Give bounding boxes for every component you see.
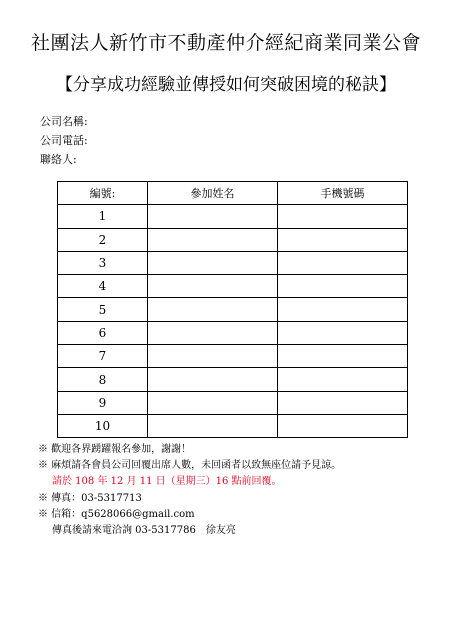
row-number: 1 [58, 205, 148, 228]
notes [38, 442, 341, 539]
contact-label: 聯絡人: [40, 153, 77, 166]
mobile-number-cell[interactable] [278, 345, 408, 368]
page-subtitle: 【分享成功經驗並傳授如何突破困境的秘訣】 [56, 75, 396, 95]
attendee-name-cell[interactable] [148, 251, 278, 274]
attendee-name-cell[interactable] [148, 275, 278, 298]
attendee-name-cell[interactable] [148, 391, 278, 414]
page-title: 社團法人新竹市不動產仲介經紀商業同業公會 [30, 32, 421, 54]
table-row [58, 205, 408, 228]
note-fax: ※ 傳真：03-5317713 [38, 492, 142, 504]
mobile-number-cell[interactable] [278, 321, 408, 344]
table-row [58, 368, 408, 391]
registration-table [57, 181, 408, 438]
table-row [58, 298, 408, 321]
row-number: 9 [58, 391, 148, 414]
attendee-name-cell[interactable] [148, 414, 278, 437]
mobile-number-cell[interactable] [278, 414, 408, 437]
row-number: 10 [58, 414, 148, 437]
mobile-number-cell[interactable] [278, 205, 408, 228]
row-number: 5 [58, 298, 148, 321]
table-row [58, 345, 408, 368]
mobile-number-cell[interactable] [278, 275, 408, 298]
mobile-number-cell[interactable] [278, 391, 408, 414]
table-row [58, 391, 408, 414]
mobile-number-cell[interactable] [278, 368, 408, 391]
row-number: 7 [58, 345, 148, 368]
row-number: 8 [58, 368, 148, 391]
table-row [58, 321, 408, 344]
table-row [58, 251, 408, 274]
note-welcome: ※ 歡迎各界踴躍報名參加，謝謝！ [38, 444, 192, 455]
note-contact-phone: 傳真後請來電洽詢 03-5317786 徐友亮 [52, 525, 236, 537]
note-email: ※ 信箱：q5628066@gmail.com [38, 508, 195, 520]
row-number: 6 [58, 321, 148, 344]
note-deadline: 請於 108 年 12 月 11 日（星期三）16 點前回覆。 [52, 476, 282, 488]
table-row [58, 275, 408, 298]
row-number: 3 [58, 251, 148, 274]
header-number: 編號: [58, 182, 148, 205]
note-reply-request: ※ 麻煩請各會員公司回覆出席人數，未回函者以致無座位請予見諒。 [38, 460, 342, 472]
mobile-number-cell[interactable] [278, 228, 408, 251]
attendee-name-cell[interactable] [148, 205, 278, 228]
header-mobile-number: 手機號碼 [278, 182, 408, 205]
row-number: 2 [58, 228, 148, 251]
company-name-label: 公司名稱: [40, 115, 88, 128]
attendee-name-cell[interactable] [148, 321, 278, 344]
table-header-row [58, 182, 408, 205]
header-attendee-name: 參加姓名 [148, 182, 278, 205]
attendee-name-cell[interactable] [148, 345, 278, 368]
attendee-name-cell[interactable] [148, 228, 278, 251]
row-number: 4 [58, 275, 148, 298]
mobile-number-cell[interactable] [278, 251, 408, 274]
mobile-number-cell[interactable] [278, 298, 408, 321]
company-phone-label: 公司電話: [40, 134, 88, 147]
table-row [58, 228, 408, 251]
attendee-name-cell[interactable] [148, 368, 278, 391]
company-info [40, 112, 88, 169]
table-row [58, 414, 408, 437]
attendee-name-cell[interactable] [148, 298, 278, 321]
